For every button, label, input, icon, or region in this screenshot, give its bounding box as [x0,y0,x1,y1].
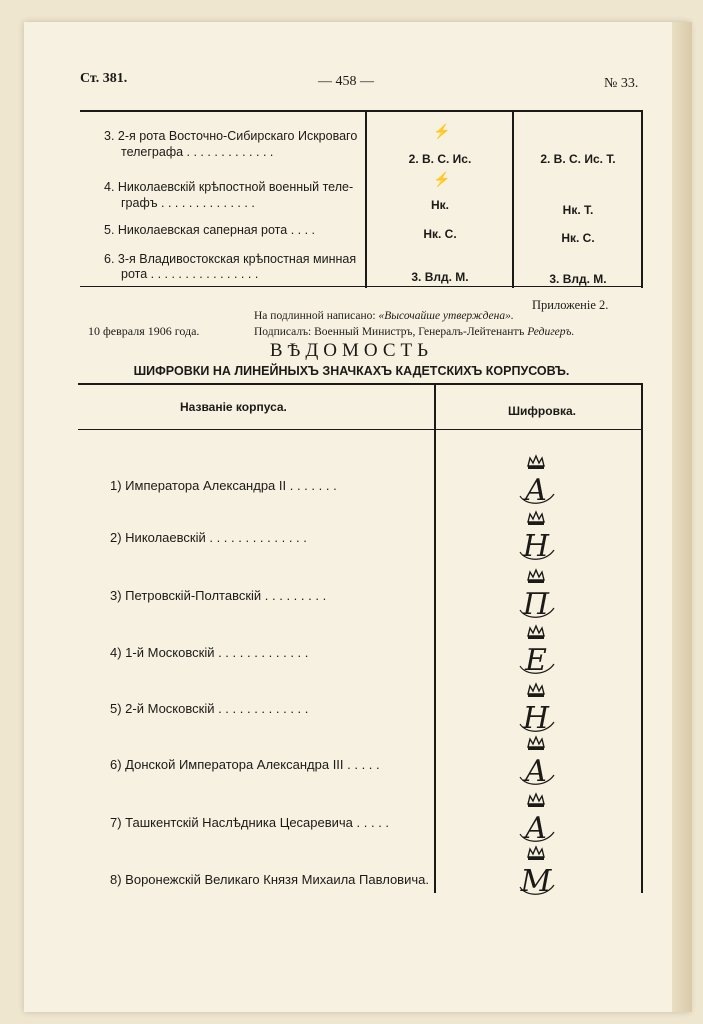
crown-band [528,466,544,469]
table1-row-5-code-2: Нк. С. [561,231,595,245]
original-note-approved: «Высочайше утверждена». [378,310,514,322]
corps-row-6: 6) Донской Императора Александра III . . . . . [110,757,380,772]
document-date: 10 февраля 1906 года. [88,324,200,338]
crown-band [528,804,544,807]
crown-band [528,747,544,750]
monogram-letter: А [524,754,548,789]
table2-right-rule [641,383,643,893]
table1-divider-2 [512,110,514,288]
table1-row-4-code: Нк. [430,198,449,212]
signature-line [254,326,574,338]
table2-header-rule [78,429,643,430]
monogram-letter: Н [522,529,550,564]
crown-icon [528,684,544,694]
table1-bottom-rule [80,286,641,287]
monogram-letter: А [524,811,548,846]
crown-band [528,522,544,525]
monogram-letter: А [524,473,548,508]
crowned-monogram-icon [508,733,564,789]
table1-row-5-code: Нк. С. [423,227,457,241]
original-note [254,310,514,322]
crown-icon [528,626,544,636]
crown-icon [528,456,544,466]
table1-row-3-code: 2. В. С. Ис. [408,152,472,166]
header-page-number: — 458 — [318,74,374,89]
corps-row-3: 3) Петровскій-Полтавскій . . . . . . . . . [110,588,327,603]
monogram-letter: П [522,587,550,622]
crown-icon [528,737,544,747]
monogram-letter: Н [522,701,550,736]
corps-row-8: 8) Воронежскій Великаго Князя Михаила Павловича. [110,872,429,887]
document-title: ВѢДОМОСТЬ [269,340,434,361]
table2-top-rule [78,383,643,385]
appendix-label: Приложеніе 2. [532,298,609,312]
corps-row-1: 1) Императора Александра II . . . . . . . [110,478,337,493]
table1-divider-1 [365,110,367,288]
table1-row-3-code-t: 2. В. С. Ис. Т. [540,152,616,166]
column-header-corps: Названіе корпуса. [180,400,287,414]
table1-row-6-code-2: 3. Влд. М. [549,272,607,286]
crown-icon [528,847,544,857]
table1-divider-3 [641,110,643,288]
signature-prefix: Подписалъ: Военный Министръ, Генералъ-Лейтенантъ [254,326,528,338]
crown-band [528,857,544,860]
column-header-cipher: Шифровка. [508,404,576,418]
header-article: Ст. 381. [80,71,128,86]
corps-row-5: 5) 2-й Московскій . . . . . . . . . . . . . [110,701,309,716]
lightning-emblem-icon: ⚡ [433,125,449,140]
table1-row-4-code-t: Нк. Т. [562,203,594,217]
corps-row-7: 7) Ташкентскій Наслѣдника Цесаревича . . . . . [110,815,390,830]
document-subtitle: ШИФРОВКИ НА ЛИНЕЙНЫХЪ ЗНАЧКАХЪ КАДЕТСКИХЪ КОРПУСОВЪ. [133,364,570,378]
table1-top-rule [80,110,641,112]
table1-row-6-code: 3. Влд. М. [411,270,469,284]
crown-band [528,636,544,639]
table1-row-4-line-1: 4. Николаевскій крѣпостной военный теле- [104,180,354,194]
crowned-monogram-icon [508,452,564,508]
original-note-prefix: На подлинной написано: [254,310,379,322]
lightning-emblem-icon: ⚡ [433,173,449,188]
crowned-monogram-icon [508,508,564,564]
signature-name: Редигеръ. [527,326,575,338]
table1-row-3-line-2: телеграфа . . . . . . . . . . . . . [121,145,274,159]
crown-band [528,694,544,697]
table1-row-3-line-1: 3. 2-я рота Восточно-Сибирскаго Искроваго [104,129,358,143]
document-page [24,22,690,1012]
corps-row-4: 4) 1-й Московскій . . . . . . . . . . . . . [110,645,309,660]
crowned-monogram-icon [508,843,564,899]
crowned-monogram-icon [508,790,564,846]
header-issue-number: № 33. [604,76,639,91]
corps-row-2: 2) Николаевскій . . . . . . . . . . . . . . [110,530,307,545]
crown-icon [528,794,544,804]
table1-row-5: 5. Николаевская саперная рота . . . . [104,223,315,237]
crown-band [528,580,544,583]
table1-row-6-line-1: 6. 3-я Владивостокская крѣпостная минная [104,252,357,266]
crowned-monogram-icon [508,622,564,678]
table2-column-divider [434,383,436,893]
monogram-letter: Е [525,643,547,678]
crown-icon [528,512,544,522]
monogram-letter: М [520,864,552,899]
table1-row-4-line-2: графъ . . . . . . . . . . . . . . [121,196,255,210]
page-edge [672,22,692,1012]
crowned-monogram-icon [508,680,564,736]
crowned-monogram-icon [508,566,564,622]
crown-icon [528,570,544,580]
table1-row-6-line-2: рота . . . . . . . . . . . . . . . . [121,267,259,281]
